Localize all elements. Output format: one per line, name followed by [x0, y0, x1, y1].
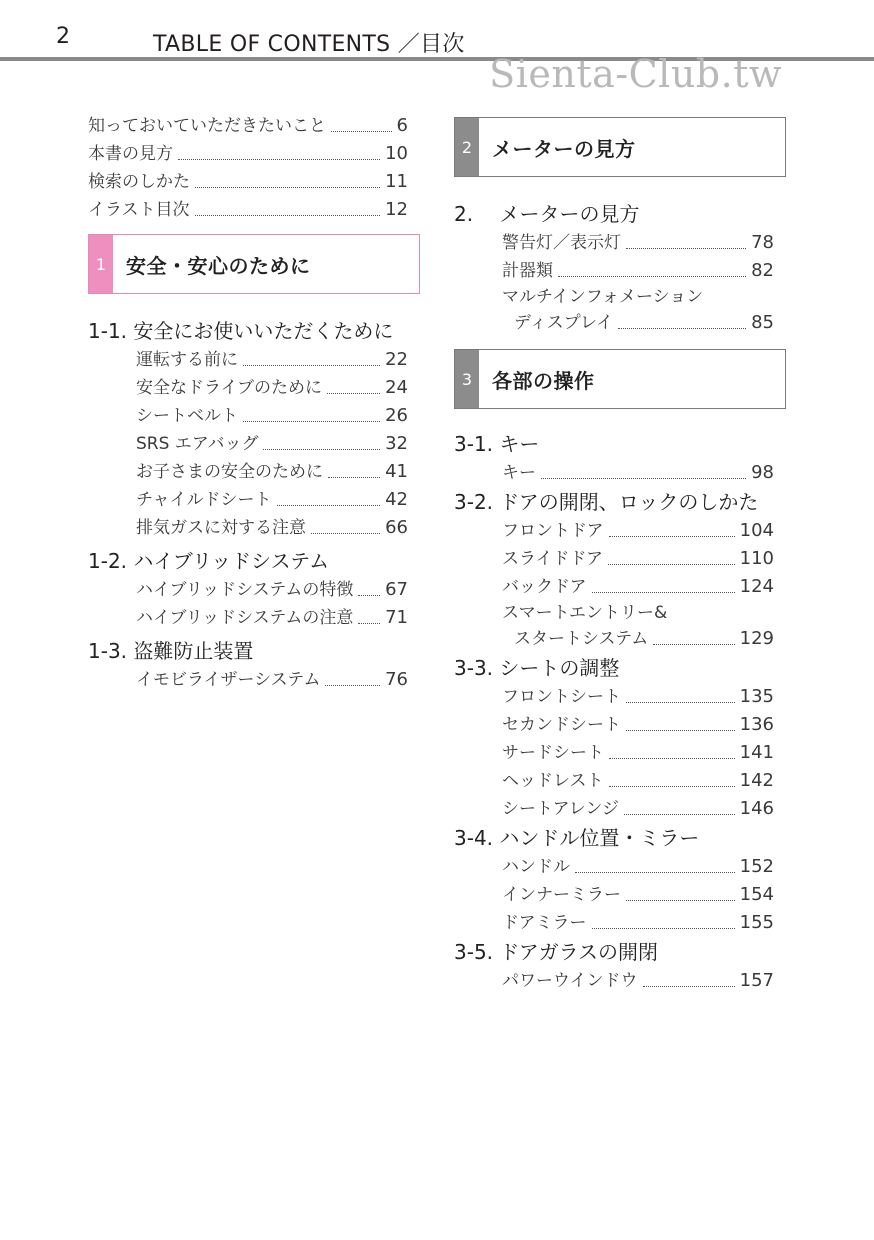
toc-entry[interactable]	[136, 430, 408, 458]
entry-page: 6	[396, 115, 408, 136]
dot-leader	[358, 595, 380, 596]
entry-page: 26	[385, 405, 408, 426]
entry-page: 129	[739, 628, 774, 649]
toc-entry[interactable]	[502, 545, 774, 573]
chapter-title: 安全・安心のために	[126, 253, 311, 278]
entry-label: 検索のしかた	[88, 172, 190, 192]
dot-leader	[609, 536, 735, 537]
dot-leader	[626, 702, 735, 703]
watermark: Sienta-Club.tw	[489, 52, 782, 96]
toc-entry[interactable]	[502, 853, 774, 881]
dot-leader	[195, 187, 380, 188]
toc-entry[interactable]	[502, 795, 774, 823]
section-heading[interactable]: 3-3. シートの調整	[454, 656, 620, 680]
toc-entry[interactable]	[502, 229, 774, 257]
entry-label: インナーミラー	[502, 885, 621, 905]
entry-page: 85	[751, 312, 774, 333]
chapter-number-tab: 1	[89, 235, 113, 293]
section-heading[interactable]: 3-4. ハンドル位置・ミラー	[454, 826, 700, 850]
entry-page: 67	[385, 579, 408, 600]
dot-leader	[325, 685, 380, 686]
toc-entry[interactable]	[88, 140, 408, 168]
dot-leader	[358, 623, 380, 624]
chapter-title: 各部の操作	[492, 368, 595, 393]
dot-leader	[626, 248, 746, 249]
toc-entry[interactable]	[88, 112, 408, 140]
entry-page: 24	[385, 377, 408, 398]
toc-left-column	[88, 112, 420, 694]
chapter-3-box[interactable]	[454, 349, 786, 409]
entry-label: 本書の見方	[88, 144, 173, 164]
dot-leader	[277, 505, 381, 506]
dot-leader	[653, 644, 734, 645]
toc-entry[interactable]	[136, 604, 408, 632]
toc-entry[interactable]	[136, 576, 408, 604]
dot-leader	[541, 478, 746, 479]
entry-label: フロントシート	[502, 687, 621, 707]
dot-leader	[243, 365, 380, 366]
chapter-1-box[interactable]	[88, 234, 420, 294]
dot-leader	[575, 872, 735, 873]
toc-entry[interactable]	[502, 967, 774, 995]
entry-page: 141	[739, 742, 774, 763]
toc-entry[interactable]	[502, 573, 774, 601]
chapter-title: メーターの見方	[492, 136, 636, 161]
section-heading[interactable]: 1-2. ハイブリッドシステム	[88, 549, 330, 573]
toc-entry[interactable]	[502, 767, 774, 795]
toc-entry[interactable]	[136, 486, 408, 514]
toc-entry[interactable]	[136, 374, 408, 402]
dot-leader	[558, 276, 746, 277]
entry-label: 運転する前に	[136, 350, 238, 370]
dot-leader	[243, 421, 380, 422]
entry-label: ハイブリッドシステムの特徴	[136, 580, 354, 600]
entry-page: 154	[739, 884, 774, 905]
entry-label: 安全なドライブのために	[136, 378, 322, 398]
toc-entry[interactable]	[136, 666, 408, 694]
dot-leader	[626, 730, 735, 731]
entry-label-line1: マルチインフォメーション	[502, 287, 704, 307]
toc-entry-multiline[interactable]	[502, 285, 774, 337]
entry-label: 排気ガスに対する注意	[136, 518, 306, 538]
toc-entry[interactable]	[502, 517, 774, 545]
entry-page: 157	[739, 970, 774, 991]
toc-entry[interactable]	[502, 683, 774, 711]
dot-leader	[626, 900, 735, 901]
entry-label: 警告灯／表示灯	[502, 233, 621, 253]
entry-page: 42	[385, 489, 408, 510]
toc-entry[interactable]	[502, 711, 774, 739]
entry-page: 155	[739, 912, 774, 933]
dot-leader	[609, 786, 735, 787]
section-heading[interactable]: 2. メーターの見方	[454, 202, 640, 226]
toc-entry-multiline[interactable]	[502, 601, 774, 653]
entry-label: シートベルト	[136, 406, 238, 426]
entry-label: フロントドア	[502, 521, 604, 541]
entry-page: 152	[739, 856, 774, 877]
entry-label: スライドドア	[502, 549, 603, 569]
entry-page: 110	[739, 548, 774, 569]
dot-leader	[609, 758, 735, 759]
entry-page: 136	[739, 714, 774, 735]
entry-label: ハイブリッドシステムの注意	[136, 608, 354, 628]
entry-label: SRS エアバッグ	[136, 434, 259, 454]
chapter-number-tab: 2	[455, 118, 479, 176]
toc-entry[interactable]	[88, 196, 408, 224]
entry-label: パワーウインドウ	[502, 971, 638, 991]
dot-leader	[592, 928, 735, 929]
toc-entry[interactable]	[502, 739, 774, 767]
entry-label: ドアミラー	[502, 913, 587, 933]
dot-leader	[178, 159, 380, 160]
section-heading[interactable]: 1-1. 安全にお使いいただくために	[88, 319, 394, 343]
entry-label: お子さまの安全のために	[136, 462, 323, 482]
entry-page: 82	[751, 260, 774, 281]
entry-page: 142	[739, 770, 774, 791]
entry-label: ハンドル	[502, 857, 570, 877]
entry-label: バックドア	[502, 577, 587, 597]
page-number: 2	[56, 24, 70, 49]
dot-leader	[328, 477, 380, 478]
entry-page: 12	[385, 199, 408, 220]
entry-page: 146	[739, 798, 774, 819]
toc-right-column	[454, 117, 786, 995]
toc-entry[interactable]	[136, 458, 408, 486]
toc-entry[interactable]	[502, 257, 774, 285]
toc-entry[interactable]	[502, 881, 774, 909]
toc-entry[interactable]	[88, 168, 408, 196]
entry-page: 135	[739, 686, 774, 707]
entry-label: 知っておいていただきたいこと	[88, 116, 326, 136]
entry-label: キー	[502, 463, 536, 483]
dot-leader	[643, 986, 735, 987]
entry-page: 76	[385, 669, 408, 690]
entry-label: チャイルドシート	[136, 490, 272, 510]
chapter-number-tab: 3	[455, 350, 479, 408]
entry-page: 10	[385, 143, 408, 164]
dot-leader	[608, 564, 735, 565]
toc-entry[interactable]	[502, 909, 774, 937]
entry-page: 71	[385, 607, 408, 628]
entry-label: サードシート	[502, 743, 604, 763]
entry-page: 22	[385, 349, 408, 370]
dot-leader	[624, 814, 735, 815]
entry-label: 計器類	[502, 261, 553, 281]
toc-entry[interactable]	[136, 402, 408, 430]
entry-page: 78	[751, 232, 774, 253]
entry-label-line2: ディスプレイ	[514, 313, 614, 333]
section-heading[interactable]: 3-5. ドアガラスの開閉	[454, 940, 658, 964]
running-title: TABLE OF CONTENTS ／目次	[153, 32, 465, 57]
entry-page: 66	[385, 517, 408, 538]
entry-page: 104	[739, 520, 774, 541]
toc-entry[interactable]	[136, 514, 408, 542]
dot-leader	[592, 592, 735, 593]
entry-page: 41	[385, 461, 408, 482]
entry-label: イラスト目次	[88, 200, 190, 220]
entry-label: イモビライザーシステム	[136, 670, 321, 690]
entry-label-line1: スマートエントリー&	[502, 603, 668, 623]
entry-page: 11	[385, 171, 408, 192]
entry-label: ヘッドレスト	[502, 771, 604, 791]
dot-leader	[327, 393, 380, 394]
dot-leader	[331, 131, 392, 132]
dot-leader	[263, 449, 380, 450]
entry-page: 32	[385, 433, 408, 454]
section-heading[interactable]: 1-3. 盗難防止装置	[88, 639, 254, 663]
dot-leader	[195, 215, 381, 216]
entry-page: 98	[751, 462, 774, 483]
chapter-2-box[interactable]	[454, 117, 786, 177]
entry-label: シートアレンジ	[502, 799, 619, 819]
toc-entry[interactable]	[502, 459, 774, 487]
section-heading[interactable]: 3-2. ドアの開閉、ロックのしかた	[454, 490, 759, 514]
dot-leader	[618, 328, 746, 329]
entry-label-line2: スタートシステム	[514, 629, 649, 649]
toc-entry[interactable]	[136, 346, 408, 374]
section-heading[interactable]: 3-1. キー	[454, 432, 540, 456]
dot-leader	[311, 533, 380, 534]
entry-page: 124	[739, 576, 774, 597]
entry-label: セカンドシート	[502, 715, 621, 735]
